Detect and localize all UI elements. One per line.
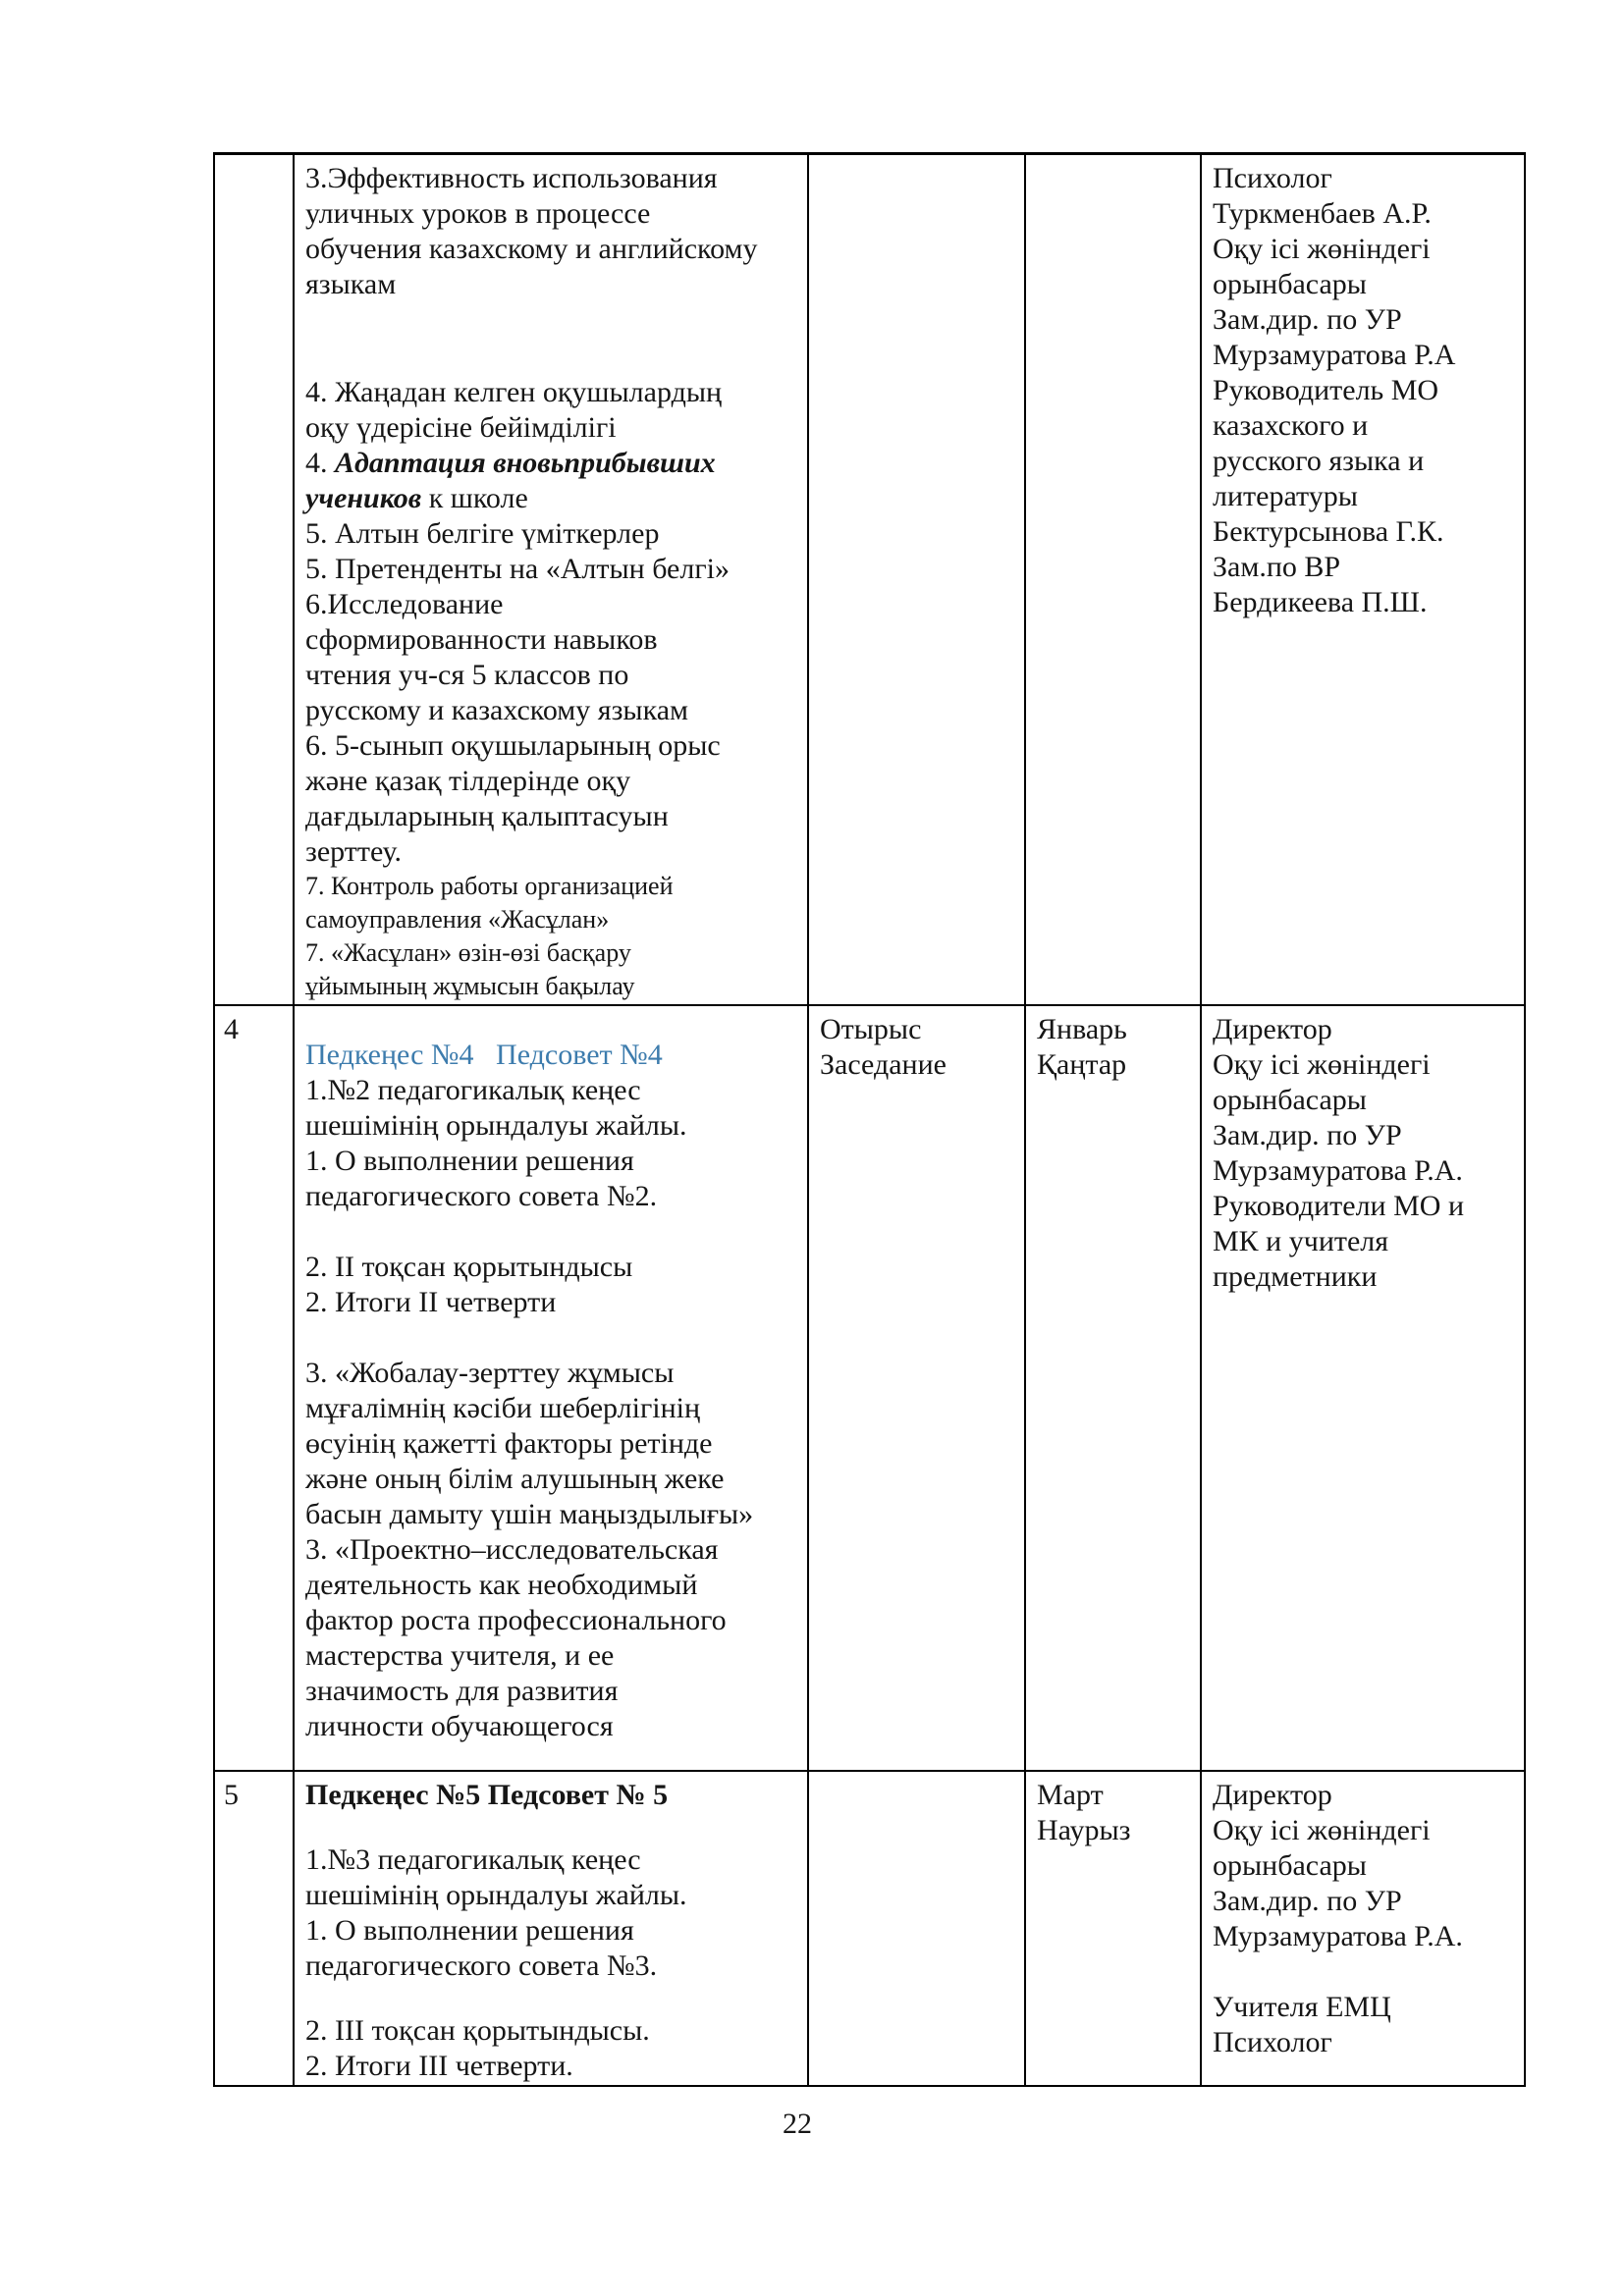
cell-agenda [294,1005,808,1771]
agenda-line: 1.№3 педагогикалық кеңес [305,1843,641,1876]
responsible-line: Оқу ісі жөніндегі [1213,1814,1431,1846]
agenda-line-small: 7. Контроль работы организацией [305,872,674,900]
responsible-line: предметники [1213,1260,1378,1293]
row-number [215,155,293,1004]
responsible-line: орынбасары [1213,1084,1367,1116]
page-number: 22 [783,2108,812,2140]
agenda-line: чтения уч-ся 5 классов по [305,659,629,691]
responsible-line: Мурзамуратова Р.А [1213,339,1456,371]
blank-line [305,1320,797,1356]
cell-month [1025,1771,1201,2086]
responsible-line: Зам.дир. по УР [1213,1119,1402,1151]
agenda-heading: Педкеңес №5 Педсовет № 5 [305,1779,669,1811]
agenda-line: педагогического совета №3. [305,1949,658,1982]
agenda-line: обучения казахскому и английскому [305,233,758,265]
agenda-line-small: самоуправления «Жасұлан» [305,905,610,934]
responsible-line: Директор [1213,1013,1332,1045]
agenda-line: значимость для развития [305,1675,619,1707]
cell-agenda [294,1771,808,2086]
agenda-line: 2. II тоқсан қорытындысы [305,1251,633,1283]
agenda-line: шешімінің орындалуы жайлы. [305,1109,687,1142]
agenda-line [305,446,797,481]
cell-number [214,154,294,1006]
agenda-line: өсуінің қажетті факторы ретінде [305,1427,713,1460]
table-row-5 [214,1771,1525,2086]
blank-line [1213,1954,1514,1990]
agenda-line: русскому и казахскому языкам [305,694,688,726]
agenda-line: басын дамыту үшін маңыздылығы» [305,1498,754,1530]
row-number: 5 [224,1779,239,1811]
cell-agenda [294,154,808,1006]
responsible-line: Директор [1213,1779,1332,1811]
responsible-line: Зам.дир. по УР [1213,1885,1402,1917]
cell-number [214,1005,294,1771]
agenda-line: оқу үдерісіне бейімділігі [305,411,617,444]
month-line: Март [1037,1779,1104,1811]
agenda-line: личности обучающегося [305,1710,614,1742]
responsible-line: Бердикеева П.Ш. [1213,586,1428,618]
agenda-line: 3. «Проектно–исследовательская [305,1533,719,1566]
agenda-line: шешімінің орындалуы жайлы. [305,1879,687,1911]
responsible-line: литературы [1213,480,1358,512]
responsible-line: Зам.дир. по УР [1213,303,1402,336]
agenda-line: 2. Итоги III четверти. [305,2050,573,2082]
agenda-line: уличных уроков в процессе [305,197,651,230]
cell-month [1025,1005,1201,1771]
agenda-line: фактор роста профессионального [305,1604,727,1636]
agenda-line: 3.Эффективность использования [305,162,718,194]
agenda-line: дағдыларының қалыптасуын [305,800,669,832]
agenda-heading: Педкеңес №4 Педсовет №4 [305,1039,663,1071]
agenda-line [305,481,797,516]
blank-line [305,1012,797,1038]
responsible-line: Мурзамуратова Р.А. [1213,1154,1463,1187]
responsible-line: русского языка и [1213,445,1425,477]
agenda-line: 2. III тоқсан қорытындысы. [305,2014,650,2047]
agenda-line: 5. Алтын белгіге үміткерлер [305,517,660,550]
agenda-line: мұғалімнің кәсіби шеберлігінің [305,1392,701,1424]
form-line: Отырыс [820,1013,922,1045]
responsible-line: казахского и [1213,409,1369,442]
blank-line [305,302,797,375]
agenda-line-emphasis: Адаптация вновьприбывших [335,447,716,479]
responsible-line: Учителя ЕМЦ [1213,1991,1391,2023]
responsible-line: Руководитель МО [1213,374,1439,406]
agenda-line: 1. О выполнении решения [305,1145,634,1177]
agenda-line: 2. Итоги II четверти [305,1286,557,1318]
cell-form [808,1771,1025,2086]
agenda-line-small: ұйымының жұмысын бақылау [305,972,635,1000]
agenda-line: 5. Претенденты на «Алтын белгі» [305,553,730,585]
agenda-line: сформированности навыков [305,623,658,656]
agenda-line: және оның білім алушының жеке [305,1463,725,1495]
row-number: 4 [224,1013,239,1045]
cell-responsible [1201,1005,1525,1771]
cell-number [214,1771,294,2086]
month-line: Наурыз [1037,1814,1131,1846]
table-row-4 [214,1005,1525,1771]
agenda-line: 6.Исследование [305,588,504,620]
agenda-line: 3. «Жобалау-зерттеу жұмысы [305,1357,675,1389]
responsible-line: Зам.по ВР [1213,551,1341,583]
agenda-line: языкам [305,268,397,300]
agenda-line: 1.№2 педагогикалық кеңес [305,1074,641,1106]
responsible-line: Оқу ісі жөніндегі [1213,1048,1431,1081]
agenda-line: 1. О выполнении решения [305,1914,634,1947]
cell-month [1025,154,1201,1006]
responsible-line: орынбасары [1213,1849,1367,1882]
cell-responsible [1201,154,1525,1006]
agenda-line: деятельность как необходимый [305,1569,698,1601]
month-line: Январь [1037,1013,1127,1045]
month-line: Қаңтар [1037,1048,1127,1081]
agenda-line-emphasis: учеников [305,482,422,514]
responsible-line: Руководители МО и [1213,1190,1464,1222]
agenda-line: 6. 5-сынып оқушыларының орыс [305,729,721,762]
agenda-line-suffix: к школе [421,482,528,514]
blank-line [305,1813,797,1842]
cell-form [808,1005,1025,1771]
form-line: Заседание [820,1048,947,1081]
responsible-line: МК и учителя [1213,1225,1389,1257]
cell-form [808,154,1025,1006]
agenda-line: мастерства учителя, и ее [305,1639,615,1672]
responsible-line: Бектурсынова Г.К. [1213,515,1444,548]
blank-line [305,1984,797,2013]
cell-responsible [1201,1771,1525,2086]
responsible-line: Мурзамуратова Р.А. [1213,1920,1463,1952]
plan-table [213,152,1526,2087]
responsible-line: Оқу ісі жөніндегі [1213,233,1431,265]
agenda-line: 4. Жаңадан келген оқушылардың [305,376,723,408]
blank-line [305,1214,797,1250]
agenda-line: зерттеу. [305,835,403,868]
responsible-line: Психолог [1213,2026,1332,2058]
table-row-continuation [214,154,1525,1006]
agenda-line: педагогического совета №2. [305,1180,658,1212]
responsible-line: Туркменбаев А.Р. [1213,197,1432,230]
responsible-line: Психолог [1213,162,1332,194]
agenda-line-prefix: 4. [305,447,335,479]
responsible-line: орынбасары [1213,268,1367,300]
agenda-line-small: 7. «Жасұлан» өзін-өзі басқару [305,938,631,967]
agenda-line: және қазақ тілдерінде оқу [305,765,631,797]
